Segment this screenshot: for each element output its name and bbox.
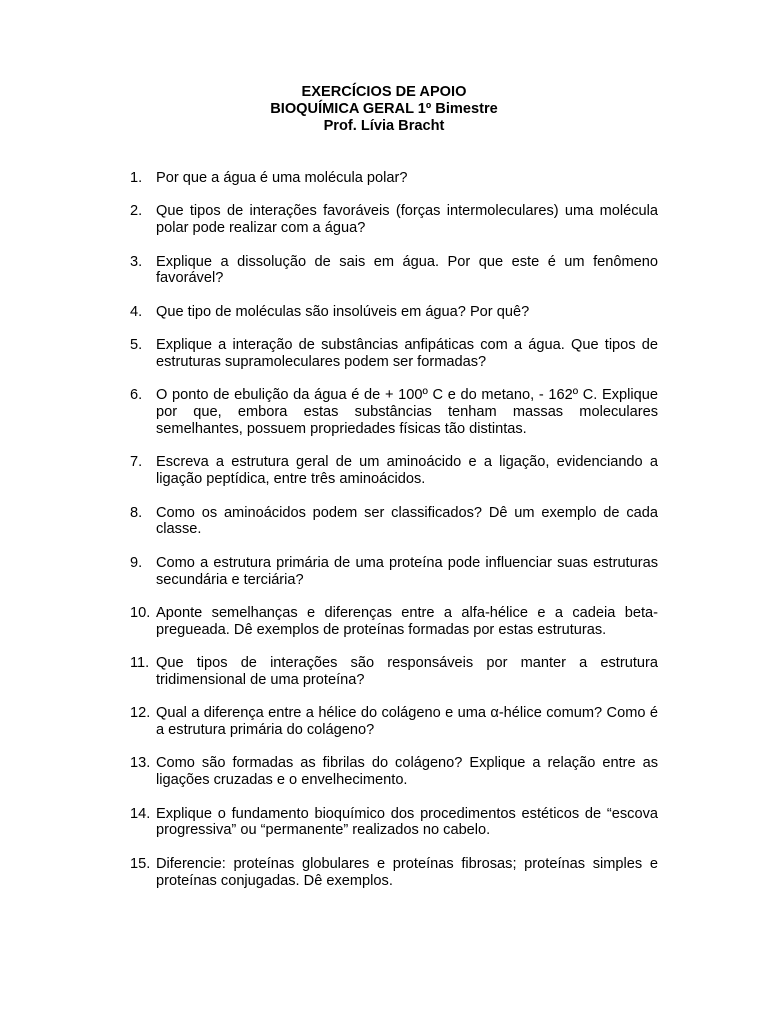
question-list (130, 170, 658, 906)
question-item (130, 203, 658, 237)
question-number: 8. (130, 504, 143, 521)
question-number: 1. (130, 170, 143, 186)
question-text: Que tipo de moléculas são insolúveis em água? Por quê? (156, 303, 530, 320)
question-number: 10. (130, 604, 151, 621)
question-item (130, 856, 658, 890)
question-item (130, 655, 658, 689)
question-item (130, 555, 658, 589)
question-text: Diferencie: proteínas globulares e proteínas fibrosas; proteínas simples e proteínas conjugadas. Dê exemplos. (156, 855, 658, 889)
question-number: 13. (130, 755, 151, 772)
question-item (130, 387, 658, 437)
question-item (130, 806, 658, 840)
professor-name: Prof. Lívia Bracht (323, 118, 445, 134)
question-item (130, 170, 658, 187)
question-number: 2. (130, 203, 143, 220)
question-item (130, 337, 658, 371)
question-number: 9. (130, 554, 143, 571)
question-number: 7. (130, 454, 143, 471)
document-title: EXERCÍCIOS DE APOIO (301, 84, 467, 100)
question-number: 12. (130, 705, 151, 722)
question-item (130, 454, 658, 488)
question-item (130, 605, 658, 639)
question-text: Como os aminoácidos podem ser classificados? Dê um exemplo de cada classe. (156, 504, 658, 538)
question-item (130, 755, 658, 789)
question-number: 5. (130, 337, 143, 354)
question-text: Como a estrutura primária de uma proteína pode influenciar suas estruturas secundária e terciária? (156, 554, 658, 588)
question-text: O ponto de ebulição da água é de + 100º C e do metano, - 162º C. Explique por que, embora estas substâncias tenham massas moleculares semelhantes, possuem propriedades físicas tão distintas. (156, 387, 658, 437)
question-number: 11. (130, 655, 150, 672)
document-header (0, 84, 768, 135)
question-item (130, 304, 658, 321)
question-text: Que tipos de interações são responsáveis por manter a estrutura tridimensional de uma proteína? (156, 655, 658, 688)
question-number: 14. (130, 805, 151, 822)
question-number: 3. (130, 253, 143, 270)
question-text: Explique o fundamento bioquímico dos procedimentos estéticos de “escova progressiva” ou “permanente” realizados no cabelo. (156, 805, 658, 839)
question-text: Como são formadas as fibrilas do colágeno? Explique a relação entre as ligações cruzadas e o envelhecimento. (156, 755, 658, 789)
question-text: Explique a interação de substâncias anfipáticas com a água. Que tipos de estruturas supramoleculares podem ser formadas? (156, 337, 658, 370)
question-text: Que tipos de interações favoráveis (forças intermoleculares) uma molécula polar pode realizar com a água? (156, 203, 658, 237)
question-text: Escreva a estrutura geral de um aminoácido e a ligação, evidenciando a ligação peptídica, entre três aminoácidos. (156, 454, 658, 488)
course-subtitle: BIOQUÍMICA GERAL 1º Bimestre (270, 101, 498, 117)
question-item (130, 254, 658, 288)
question-text: Explique a dissolução de sais em água. Por que este é um fenômeno favorável? (156, 253, 658, 287)
question-text: Qual a diferença entre a hélice do colágeno e uma α-hélice comum? Como é a estrutura primária do colágeno? (156, 705, 658, 739)
question-item (130, 705, 658, 739)
question-text: Por que a água é uma molécula polar? (156, 170, 408, 186)
question-number: 6. (130, 387, 143, 404)
question-text: Aponte semelhanças e diferenças entre a alfa-hélice e a cadeia beta-pregueada. Dê exemplos de proteínas formadas por estas estruturas. (156, 604, 658, 638)
question-item (130, 505, 658, 539)
question-number: 4. (130, 303, 143, 320)
question-number: 15. (130, 855, 151, 872)
